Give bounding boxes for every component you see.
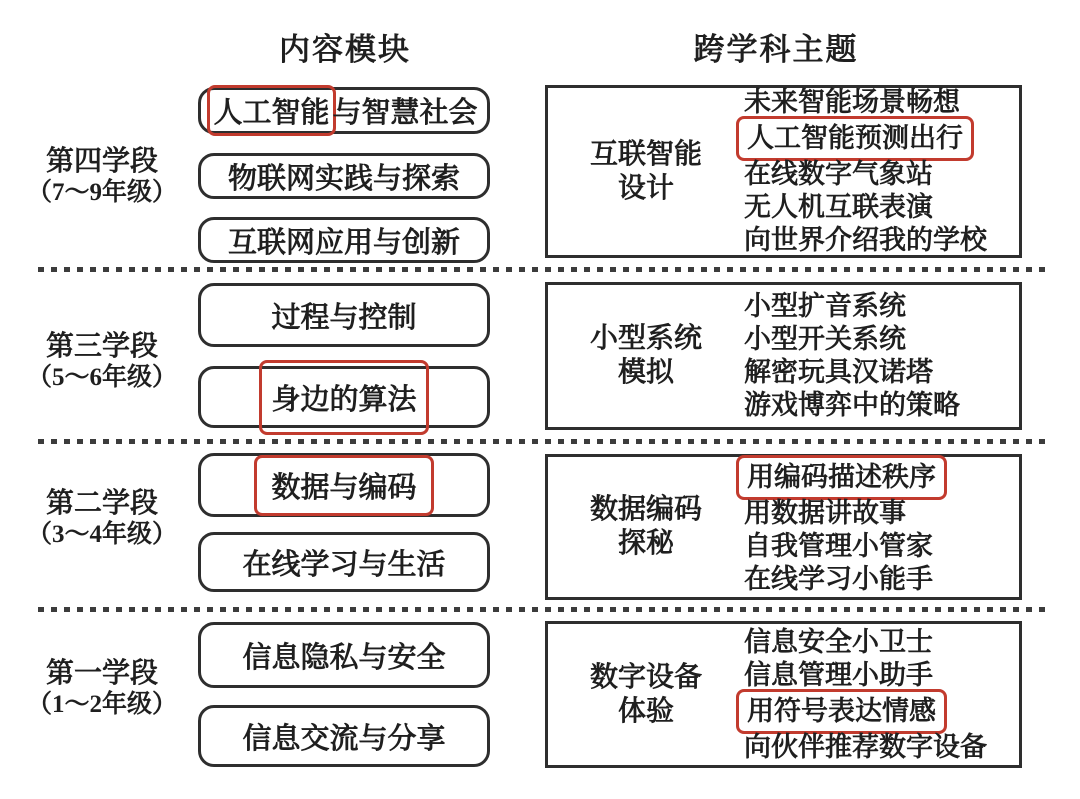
theme-name (548, 322, 744, 390)
theme-name-line: 互联智能 (589, 138, 702, 170)
theme-project-label: 人工智能预测出行 (747, 123, 963, 153)
theme-box (545, 454, 1022, 600)
theme-name-line: 设计 (617, 172, 674, 204)
theme-name-line: 模拟 (617, 357, 674, 388)
stage-grades: （7～9年级） (26, 179, 177, 206)
theme-name (548, 493, 744, 561)
module-box (198, 622, 490, 688)
stage-name: 第三学段 (45, 331, 158, 362)
theme-name (548, 661, 744, 729)
theme-project: 信息管理小助手 (744, 659, 933, 690)
highlight-red-frame (254, 455, 433, 516)
module-label: 过程与控制 (271, 301, 417, 334)
theme-name-line: 数据编码 (589, 494, 702, 525)
highlight-red-frame (736, 455, 947, 500)
theme-project-list (744, 458, 1019, 596)
module-label: 信息交流与分享 (242, 722, 446, 755)
theme-name-line: 体验 (617, 695, 674, 727)
module-box (198, 705, 490, 767)
module-label: 人工智能 (213, 97, 330, 129)
stage-grades: （3～4年级） (26, 521, 177, 548)
theme-project: 向世界介绍我的学校 (744, 225, 987, 255)
stage-name: 第四学段 (45, 146, 158, 177)
module-box (198, 366, 490, 428)
stage-divider (38, 267, 1046, 272)
stage-grades: （1～2年级） (26, 691, 177, 718)
stage-name: 第二学段 (45, 488, 158, 519)
theme-project: 游戏博弈中的策略 (744, 390, 960, 420)
theme-project-label: 用符号表达情感 (747, 695, 936, 726)
module-label: 物联网实践与探索 (227, 162, 460, 195)
module-label: 与智慧社会 (332, 97, 478, 129)
theme-name-line: 数字设备 (589, 661, 702, 693)
highlight-red-frame (736, 116, 974, 161)
theme-box (545, 621, 1022, 768)
module-label: 身边的算法 (271, 383, 417, 416)
theme-project: 在线学习小能手 (744, 564, 933, 594)
stage-name: 第一学段 (45, 658, 158, 689)
column-header-content-modules: 内容模块 (279, 32, 411, 67)
column-header-cross-themes: 跨学科主题 (693, 32, 859, 67)
highlight-red-frame (736, 689, 947, 734)
theme-project (744, 119, 1019, 158)
theme-name (548, 138, 744, 206)
highlight-red-frame (259, 360, 428, 435)
stage-label-4 (8, 145, 196, 207)
stage-label-1 (8, 657, 196, 719)
stage-label-3 (8, 330, 196, 392)
theme-project-list (744, 626, 1019, 764)
stage-divider (38, 439, 1046, 444)
module-box (198, 283, 490, 347)
theme-name-line: 探秘 (617, 528, 674, 559)
theme-project: 自我管理小管家 (744, 531, 933, 561)
theme-box (545, 85, 1022, 258)
module-label: 互联网应用与创新 (227, 226, 460, 259)
module-box (198, 532, 490, 592)
module-label: 信息隐私与安全 (242, 641, 446, 674)
stage-label-2 (8, 487, 196, 549)
theme-project (744, 692, 1019, 731)
highlight-red-frame (207, 85, 335, 136)
theme-name-line: 小型系统 (589, 323, 702, 354)
theme-project (744, 458, 1019, 497)
theme-project: 无人机互联表演 (744, 192, 933, 222)
stage-divider (38, 607, 1046, 612)
theme-project: 用数据讲故事 (744, 498, 906, 528)
module-label: 在线学习与生活 (242, 548, 446, 581)
theme-project: 向伙伴推荐数字设备 (744, 731, 987, 762)
theme-project: 信息安全小卫士 (744, 626, 933, 657)
theme-project-list (744, 86, 1019, 257)
theme-project-label: 用编码描述秩序 (747, 462, 936, 492)
theme-box (545, 282, 1022, 430)
module-box (198, 87, 490, 134)
theme-project-list (744, 290, 1019, 422)
theme-project: 小型开关系统 (744, 324, 906, 354)
theme-project: 小型扩音系统 (744, 291, 906, 321)
theme-project: 在线数字气象站 (744, 159, 933, 189)
module-box (198, 217, 490, 263)
module-box (198, 453, 490, 517)
module-label: 数据与编码 (271, 471, 417, 504)
theme-project: 解密玩具汉诺塔 (744, 357, 933, 387)
module-box (198, 153, 490, 199)
theme-project: 未来智能场景畅想 (744, 87, 960, 117)
stage-grades: （5～6年级） (26, 364, 177, 391)
